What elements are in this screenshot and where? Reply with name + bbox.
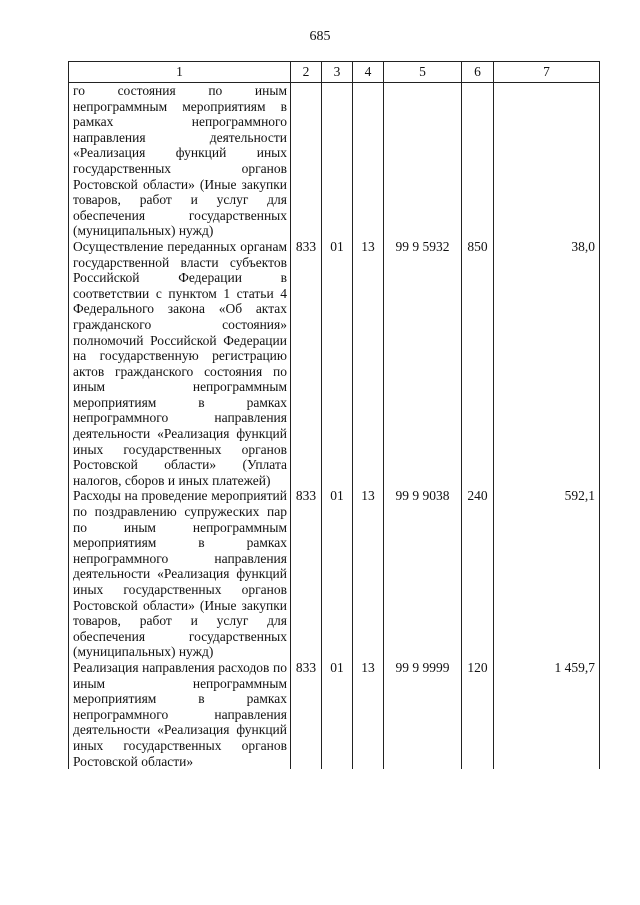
row-section-code: 01 <box>322 488 353 660</box>
row-description: Реализация направления расходов по иным непрограммным мероприятиям в рамках непрограммного направления деятельности «Реализация функций иных государственных органов Ростовской области» <box>69 660 291 769</box>
page-number: 685 <box>309 29 331 44</box>
row-expense-type: 120 <box>462 660 494 769</box>
row-section-code: 01 <box>322 239 353 489</box>
row-section-code <box>322 83 353 239</box>
header-col-1: 1 <box>69 62 291 83</box>
budget-table <box>68 61 600 769</box>
row-subsection-code: 13 <box>353 660 384 769</box>
row-target-article: 99 9 9038 <box>384 488 462 660</box>
row-target-article: 99 9 9999 <box>384 660 462 769</box>
header-col-7: 7 <box>494 62 600 83</box>
table-header-row <box>69 62 600 83</box>
row-target-article: 99 9 5932 <box>384 239 462 489</box>
row-ministry-code: 833 <box>291 488 322 660</box>
row-ministry-code: 833 <box>291 660 322 769</box>
row-amount: 38,0 <box>494 239 600 489</box>
row-section-code: 01 <box>322 660 353 769</box>
row-target-article <box>384 83 462 239</box>
header-col-5: 5 <box>384 62 462 83</box>
row-description: Расходы на проведение мероприятий по поздравлению супружеских пар по иным непрограммным мероприятиям в рамках непрограммного направления деятельности «Реализация функций иных государственных органов Ростовской области» (Иные закупки товаров, работ и услуг для обеспечения государственных (муниципальных) нужд) <box>69 488 291 660</box>
row-expense-type: 850 <box>462 239 494 489</box>
table-row <box>69 488 600 660</box>
table-row <box>69 660 600 769</box>
header-col-6: 6 <box>462 62 494 83</box>
row-ministry-code: 833 <box>291 239 322 489</box>
table-row <box>69 239 600 489</box>
row-ministry-code <box>291 83 322 239</box>
row-amount <box>494 83 600 239</box>
row-subsection-code <box>353 83 384 239</box>
row-amount: 592,1 <box>494 488 600 660</box>
row-expense-type <box>462 83 494 239</box>
row-amount: 1 459,7 <box>494 660 600 769</box>
row-subsection-code: 13 <box>353 488 384 660</box>
row-expense-type: 240 <box>462 488 494 660</box>
header-col-4: 4 <box>353 62 384 83</box>
table-row <box>69 83 600 239</box>
header-col-2: 2 <box>291 62 322 83</box>
row-description: Осуществление переданных органам государственной власти субъектов Российской Федерации в соответствии с пунктом 1 статьи 4 Федерального закона «Об актах гражданского состояния» полномочий Российской Федерации на государственную регистрацию актов гражданского состояния по иным непрограммным мероприятиям в рамках непрограммного направления деятельности «Реализация функций иных государственных органов Ростовской области» (Уплата налогов, сборов и иных платежей) <box>69 239 291 489</box>
row-description: го состояния по иным непрограммным мероприятиям в рамках непрограммного направления деятельности «Реализация функций иных государственных органов Ростовской области» (Иные закупки товаров, работ и услуг для обеспечения государственных (муниципальных) нужд) <box>69 83 291 239</box>
header-col-3: 3 <box>322 62 353 83</box>
row-subsection-code: 13 <box>353 239 384 489</box>
